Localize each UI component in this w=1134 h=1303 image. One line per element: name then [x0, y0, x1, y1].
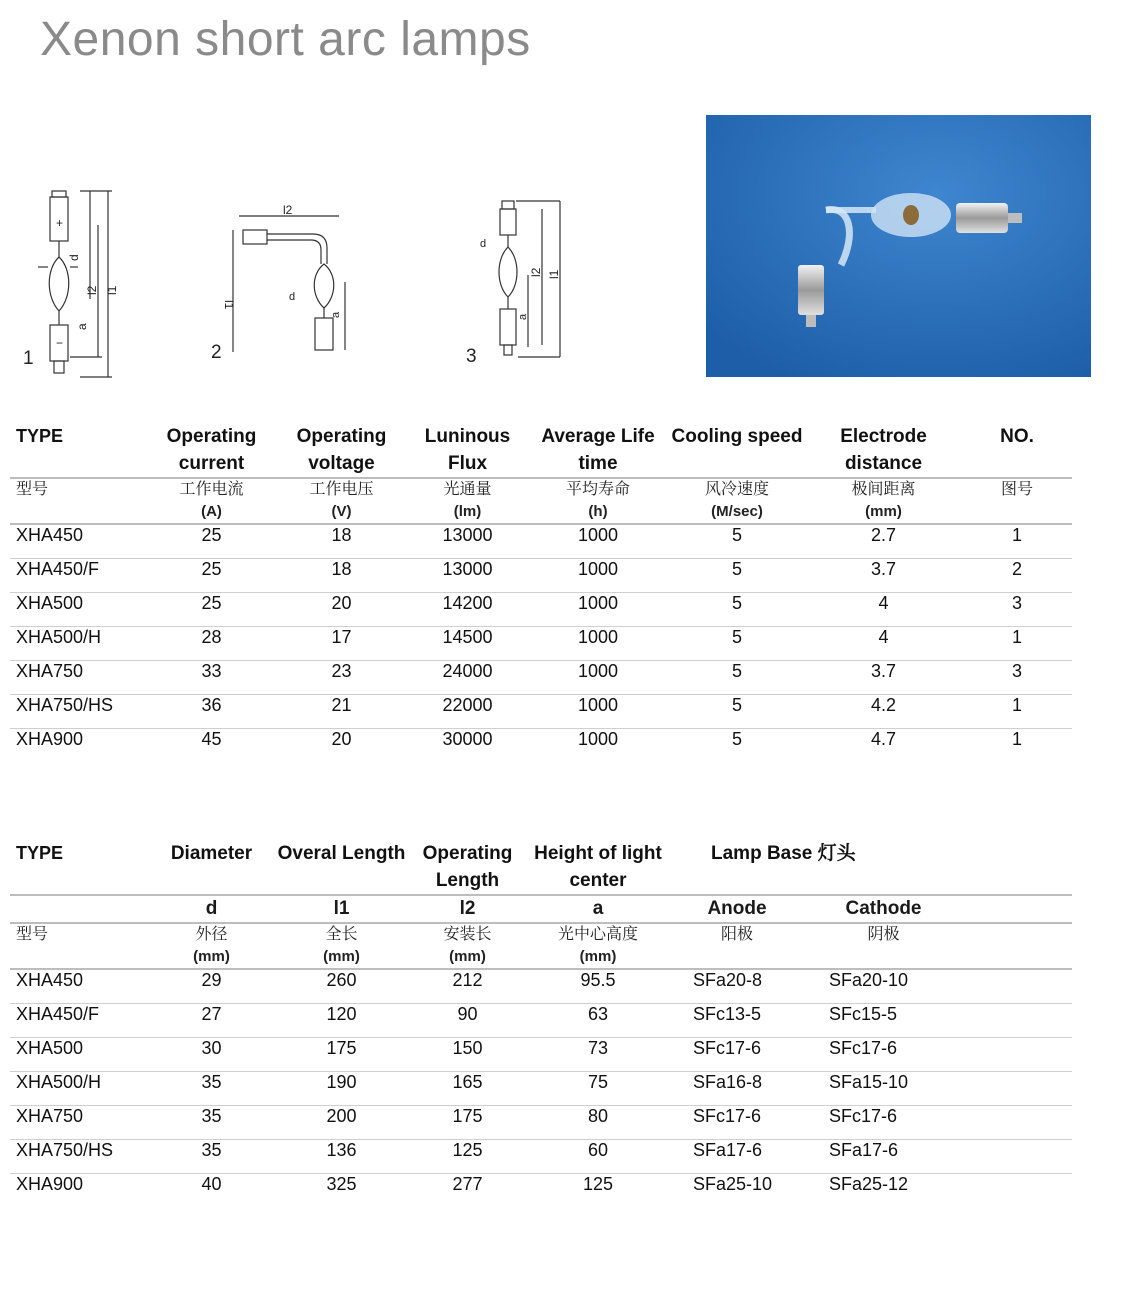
- table-cell: SFc13-5: [693, 1004, 762, 1024]
- table2-body: [10, 969, 1072, 1207]
- table-cell: 125: [452, 1140, 483, 1160]
- table-cell: SFa17-6: [829, 1140, 899, 1160]
- table-cell: 1000: [577, 695, 619, 715]
- table-cell: 5: [731, 593, 742, 613]
- table-cell: SFc17-6: [829, 1038, 898, 1058]
- table2-cn-header: 型号: [16, 926, 49, 943]
- table-row: [10, 1072, 1072, 1106]
- table2-unit: (mm): [579, 948, 617, 965]
- table-cell: 5: [731, 627, 742, 647]
- table2-cn-header: 光中心高度: [557, 926, 638, 943]
- table-cell: 1: [1011, 627, 1022, 647]
- table-cell: 73: [587, 1038, 609, 1058]
- table-cell: 175: [452, 1106, 483, 1126]
- table2-header: Overal Length: [277, 843, 406, 864]
- table-cell: 175: [326, 1038, 357, 1058]
- table2-cn-header-row: [10, 923, 1072, 969]
- table-cell: 277: [452, 1174, 483, 1194]
- table-cell: 14200: [442, 593, 493, 613]
- table1-header: Average Life time: [541, 426, 655, 474]
- table-cell: 190: [326, 1072, 357, 1092]
- lamp-dimensions-table: [10, 840, 1072, 1207]
- table-cell: SFc17-6: [693, 1038, 762, 1058]
- table-cell: 25: [201, 525, 222, 545]
- table-cell: 2.7: [870, 525, 897, 545]
- table-cell: 29: [201, 970, 222, 990]
- table-cell: 1: [1011, 729, 1022, 749]
- table2-lamp-base-header: Lamp Base 灯头: [711, 843, 856, 864]
- table-cell: 1000: [577, 661, 619, 681]
- table1-header: Operating voltage: [296, 426, 387, 474]
- table-cell: 60: [587, 1140, 609, 1160]
- svg-text:l2: l2: [529, 267, 543, 277]
- table-cell: 14500: [442, 627, 493, 647]
- table2-cn-header: 阴极: [867, 926, 900, 943]
- lamp-diagram-2: [215, 200, 355, 365]
- table-cell: 1000: [577, 559, 619, 579]
- table-row: [10, 593, 1072, 627]
- table2-symbol: d: [205, 898, 218, 919]
- svg-text:a: a: [75, 323, 89, 330]
- figure-2-number: 2: [211, 342, 222, 363]
- table-cell: XHA750/HS: [16, 695, 114, 715]
- svg-text:d: d: [289, 291, 296, 303]
- lamp-diagram-3: [478, 195, 568, 365]
- table2-unit: (mm): [323, 948, 360, 965]
- table-cell: 4: [878, 593, 889, 613]
- table-cell: 25: [201, 593, 222, 613]
- table1-header: Cooling speed: [671, 426, 803, 447]
- figure-3-number: 3: [466, 346, 477, 367]
- svg-text:+: +: [56, 216, 64, 230]
- svg-text:d: d: [480, 238, 487, 250]
- table-cell: 3.7: [870, 661, 897, 681]
- table-cell: SFa16-8: [693, 1072, 763, 1092]
- table-row: [10, 1004, 1072, 1038]
- page-title: Xenon short arc lamps: [40, 13, 531, 66]
- table-cell: 36: [201, 695, 222, 715]
- table-cell: 28: [201, 627, 222, 647]
- table-cell: XHA500: [16, 593, 84, 613]
- table-cell: SFa20-8: [693, 970, 763, 990]
- svg-text:−: −: [56, 336, 64, 350]
- table1-unit: (lm): [453, 503, 482, 520]
- table1-unit: (M/sec): [711, 503, 763, 520]
- table-cell: 3.7: [870, 559, 897, 579]
- table-cell: 95.5: [580, 970, 616, 990]
- table1-cn-header: 工作电流: [179, 481, 244, 498]
- table-cell: 4.7: [870, 729, 897, 749]
- table-cell: XHA750/HS: [16, 1140, 114, 1160]
- table-cell: SFc15-5: [829, 1004, 898, 1024]
- table2-header: TYPE: [16, 843, 64, 863]
- table1-cn-header: 型号: [16, 481, 49, 498]
- table1-header-row: [10, 423, 1072, 478]
- table-cell: 40: [201, 1174, 222, 1194]
- table-cell: 5: [731, 695, 742, 715]
- lamp-diagram-1: [20, 185, 130, 385]
- table-cell: SFa25-12: [829, 1174, 909, 1194]
- table2-symbol: Anode: [707, 898, 767, 919]
- table-cell: 136: [326, 1140, 357, 1160]
- table2-symbol: Cathode: [845, 898, 922, 919]
- table-cell: 1: [1011, 525, 1022, 545]
- table1-body: [10, 524, 1072, 762]
- table1-cn-header: 风冷速度: [704, 481, 769, 498]
- table-cell: 80: [587, 1106, 609, 1126]
- table1-header: TYPE: [16, 426, 64, 446]
- table2-cn-header: 安装长: [443, 926, 492, 943]
- table-cell: 4: [878, 627, 889, 647]
- table-cell: 200: [326, 1106, 357, 1126]
- table-cell: SFa25-10: [693, 1174, 773, 1194]
- table-cell: 165: [452, 1072, 483, 1092]
- table-cell: 325: [326, 1174, 357, 1194]
- table-cell: 2: [1011, 559, 1022, 579]
- table-cell: 18: [331, 559, 352, 579]
- table1-cn-header-row: [10, 478, 1072, 524]
- table-cell: SFa20-10: [829, 970, 909, 990]
- table2-symbol: l1: [333, 898, 350, 919]
- table-row: [10, 695, 1072, 729]
- table-cell: 18: [331, 525, 352, 545]
- table-cell: 23: [331, 661, 352, 681]
- table-cell: XHA750: [16, 1106, 84, 1126]
- svg-text:a: a: [330, 311, 342, 318]
- table-cell: 33: [201, 661, 222, 681]
- table2-symbol: a: [592, 898, 604, 919]
- table-cell: 5: [731, 559, 742, 579]
- table-cell: 5: [731, 661, 742, 681]
- table2-header-row: [10, 840, 1072, 895]
- table-cell: 20: [331, 593, 352, 613]
- table-cell: 3: [1011, 593, 1022, 613]
- table1-unit: (V): [331, 503, 352, 520]
- table-cell: XHA500: [16, 1038, 84, 1058]
- table-cell: 22000: [442, 695, 493, 715]
- table-cell: 1000: [577, 627, 619, 647]
- table2-header: Height of light center: [534, 843, 662, 891]
- table-cell: 45: [201, 729, 222, 749]
- svg-text:l1: l1: [547, 269, 561, 279]
- table-cell: 13000: [442, 525, 493, 545]
- table1-cn-header: 光通量: [443, 481, 492, 498]
- table-cell: 212: [452, 970, 483, 990]
- table1-header: NO.: [1000, 426, 1034, 447]
- table1-header: Electrode distance: [840, 426, 927, 474]
- table-cell: 5: [731, 729, 742, 749]
- table-cell: XHA450/F: [16, 1004, 100, 1024]
- table-cell: 1000: [577, 525, 619, 545]
- table-cell: XHA900: [16, 729, 84, 749]
- table1-cn-header: 图号: [1000, 481, 1033, 498]
- table-row: [10, 524, 1072, 559]
- table-cell: 75: [587, 1072, 609, 1092]
- table-cell: 35: [201, 1140, 222, 1160]
- table-cell: 260: [326, 970, 357, 990]
- table-cell: XHA450/F: [16, 559, 100, 579]
- table-row: [10, 627, 1072, 661]
- table-cell: 125: [582, 1174, 614, 1194]
- table2-cn-header: 外径: [195, 926, 228, 943]
- table2-header: Operating Length: [422, 843, 513, 891]
- table-cell: 21: [331, 695, 352, 715]
- table-cell: SFc17-6: [829, 1106, 898, 1126]
- table-cell: XHA900: [16, 1174, 84, 1194]
- table-cell: XHA450: [16, 525, 84, 545]
- lamp-photo: [706, 115, 1091, 377]
- table-cell: XHA500/H: [16, 627, 102, 647]
- table-cell: XHA500/H: [16, 1072, 102, 1092]
- table-cell: SFc17-6: [693, 1106, 762, 1126]
- table1-cn-header: 工作电压: [309, 481, 374, 498]
- table-cell: SFa17-6: [693, 1140, 763, 1160]
- table-cell: 30: [201, 1038, 222, 1058]
- table-cell: 25: [201, 559, 222, 579]
- table2-symbol: l2: [459, 898, 476, 919]
- table-cell: 1000: [577, 593, 619, 613]
- table-cell: 13000: [442, 559, 493, 579]
- svg-text:a: a: [517, 313, 529, 320]
- table-row: [10, 1140, 1072, 1174]
- svg-text:l2: l2: [85, 285, 99, 295]
- table-cell: 35: [201, 1072, 222, 1092]
- table2-cn-header: 全长: [325, 926, 358, 943]
- table-row: [10, 1038, 1072, 1072]
- table1-unit: (A): [201, 503, 222, 520]
- table-cell: XHA750: [16, 661, 84, 681]
- table-cell: 30000: [442, 729, 493, 749]
- table-cell: 90: [457, 1004, 478, 1024]
- table-row: [10, 729, 1072, 763]
- table-cell: 120: [326, 1004, 357, 1024]
- table1-cn-header: 平均寿命: [565, 481, 630, 498]
- table-cell: 150: [452, 1038, 483, 1058]
- table2-header: Diameter: [170, 843, 253, 864]
- table-row: [10, 661, 1072, 695]
- table2-unit: (mm): [449, 948, 486, 965]
- table-cell: SFa15-10: [829, 1072, 909, 1092]
- table2-cn-header: 阳极: [720, 926, 753, 943]
- table-row: [10, 559, 1072, 593]
- table-cell: 24000: [442, 661, 493, 681]
- table1-unit: (mm): [865, 503, 902, 520]
- table-row: [10, 969, 1072, 1004]
- svg-text:l1: l1: [222, 300, 236, 310]
- table-cell: 1000: [577, 729, 619, 749]
- table1-unit: (h): [588, 503, 608, 520]
- table2-unit: (mm): [193, 948, 230, 965]
- table1-header: Operating current: [166, 426, 257, 474]
- table-cell: 17: [331, 627, 352, 647]
- table-cell: XHA450: [16, 970, 84, 990]
- table-cell: 27: [201, 1004, 222, 1024]
- table-row: [10, 1106, 1072, 1140]
- svg-text:l1: l1: [105, 285, 119, 295]
- table2-symbol-row: [10, 895, 1072, 923]
- lamp-electrical-table: [10, 423, 1072, 762]
- table-cell: 3: [1011, 661, 1022, 681]
- table-cell: 1: [1011, 695, 1022, 715]
- table1-cn-header: 极间距离: [851, 481, 916, 498]
- svg-text:d: d: [67, 254, 81, 261]
- table-cell: 63: [587, 1004, 609, 1024]
- table-cell: 35: [201, 1106, 222, 1126]
- figure-1-number: 1: [23, 348, 34, 369]
- table-row: [10, 1174, 1072, 1208]
- table1-header: Luninous Flux: [424, 426, 511, 474]
- svg-text:l2: l2: [283, 203, 293, 217]
- table-cell: 20: [331, 729, 352, 749]
- table-cell: 4.2: [870, 695, 897, 715]
- table-cell: 5: [731, 525, 742, 545]
